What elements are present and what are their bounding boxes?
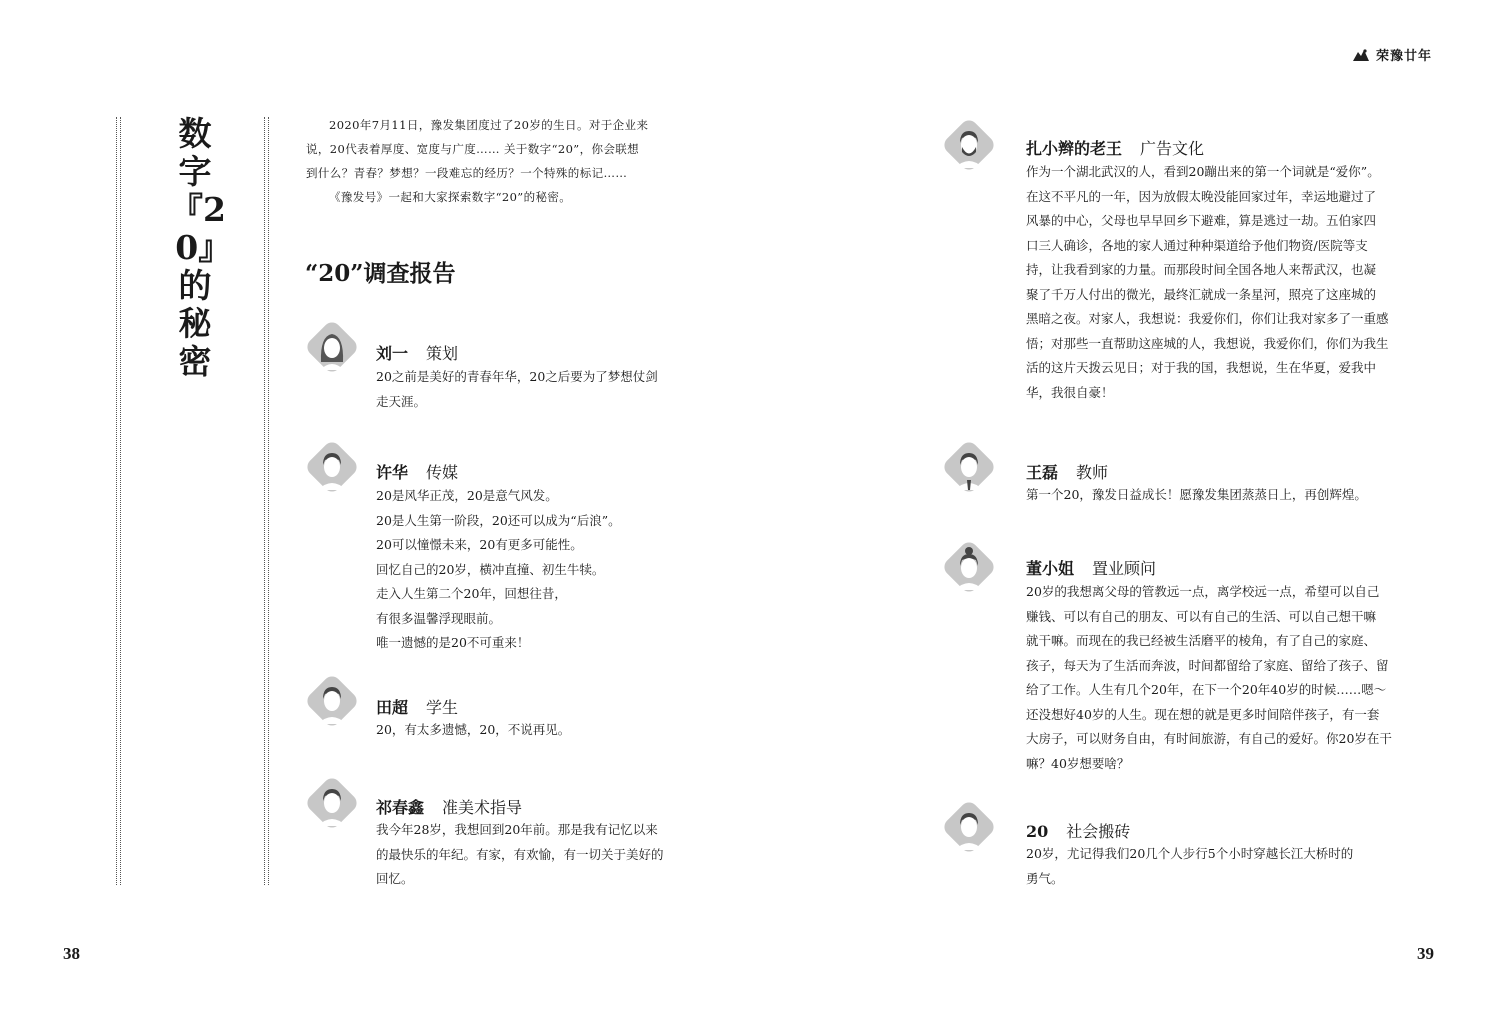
page-number-right: 39 (1417, 944, 1434, 963)
brand-title: 荣豫廿年 (1376, 49, 1433, 64)
male-avatar-icon (940, 798, 998, 856)
entry-text (376, 365, 658, 414)
entry-line: 有很多温馨浮现眼前。 (376, 610, 502, 626)
intro-line: 到什么？青春？梦想？一段难忘的经历？一个特殊的标记…… (306, 166, 628, 180)
intro-line: 说，20代表着厚度、宽度与广度…… 关于数字“20”，你会联想 (306, 142, 640, 156)
entry-line: 持，让我看到家的力量。而那段时间全国各地人来帮武汉，也凝 (1026, 262, 1377, 277)
entry-line: 唯一遗憾的是20不可重来！ (376, 635, 530, 650)
entry-text (376, 484, 621, 656)
male-avatar-icon (303, 438, 361, 496)
entry-role: 置业顾问 (1092, 559, 1157, 578)
entry-line: 20可以憧憬未来，20有更多可能性。 (376, 537, 583, 552)
entry-line: 20是人生第一阶段，20还可以成为“后浪”。 (376, 512, 621, 528)
entry-line: 大房子，可以财务自由，有时间旅游，有自己的爱好。你20岁在干 (1026, 731, 1392, 746)
left-dotted-divider (116, 117, 121, 885)
entry-role: 策划 (426, 344, 459, 363)
intro-paragraph (306, 113, 666, 137)
entry-heading (1026, 819, 1130, 842)
bearded-male-avatar-icon (940, 116, 998, 174)
entry-line: 聚了千万人付出的微光，最终汇就成一条星河，照亮了这座城的 (1026, 286, 1377, 302)
section-heading: “20”调查报告 (305, 260, 456, 287)
entry-line: 回忆。 (376, 871, 414, 886)
entry-line: 就干嘛。而现在的我已经被生活磨平的棱角，有了自己的家庭、 (1026, 633, 1377, 648)
article-title: 数字『20』的秘密 (170, 114, 226, 381)
entry-name: 董小姐 (1026, 559, 1075, 578)
entry-line: 我今年28岁，我想回到20年前。那是我有记忆以来 (376, 822, 658, 837)
entry-heading (376, 795, 522, 818)
female-long-hair-avatar-icon (303, 318, 361, 376)
entry-line: 20岁，尤记得我们20几个人步行5个小时穿越长江大桥时的 (1026, 846, 1354, 861)
entry-name: 田超 (376, 698, 409, 717)
entry-line: 走入人生第二个20年，回想往昔， (376, 586, 567, 601)
intro-text (306, 113, 666, 209)
entry-text (1026, 483, 1367, 508)
entry-line: 风暴的中心，父母也早早回乡下避难，算是逃过一劫。五伯家四 (1026, 213, 1377, 228)
entry-heading (1026, 556, 1156, 579)
entry-line: 的最快乐的年纪。有家，有欢愉，有一切关于美好的 (376, 846, 664, 862)
entry-line: 20，有太多遗憾，20，不说再见。 (376, 722, 571, 737)
entry-name: 扎小辫的老王 (1026, 139, 1123, 158)
entry-line: 黑暗之夜。对家人，我想说：我爱你们，你们让我对家多了一重感 (1026, 311, 1389, 326)
entry-heading (1026, 460, 1108, 483)
entry-line: 给了工作。人生有几个20年，在下一个20年40岁的时候……嗯～ (1026, 682, 1387, 697)
entry-line: 嘛？40岁想要啥？ (1026, 755, 1130, 771)
entry-name: 王磊 (1026, 463, 1059, 482)
entry-role: 学生 (426, 698, 459, 717)
entry-line: 口三人确诊，各地的家人通过种种渠道给予他们物资/医院等支 (1026, 237, 1368, 253)
entry-text (1026, 842, 1353, 891)
running-header (1352, 45, 1432, 64)
entry-role: 社会搬砖 (1066, 822, 1131, 841)
entry-heading (376, 695, 458, 718)
entry-heading (1026, 136, 1204, 159)
entry-text (1026, 160, 1389, 405)
male-avatar-icon (303, 672, 361, 730)
entry-line: 20是风华正茂，20是意气风发。 (376, 488, 558, 503)
entry-role: 教师 (1076, 463, 1109, 482)
male-avatar-icon (303, 774, 361, 832)
intro-line: 《豫发号》一起和大家探索数字“20”的秘密。 (329, 190, 572, 204)
entry-line: 作为一个湖北武汉的人，看到20蹦出来的第一个词就是“爱你”。 (1026, 164, 1380, 179)
intro-line: 2020年7月11日，豫发集团度过了20岁的生日。对于企业来 (329, 118, 649, 132)
entry-heading (376, 341, 458, 364)
entry-line: 回忆自己的20岁，横冲直撞、初生牛犊。 (376, 561, 605, 577)
entry-line: 悟；对那些一直帮助这座城的人，我想说，我爱你们，你们为我生 (1026, 335, 1389, 351)
entry-line: 华，我很自豪！ (1026, 384, 1114, 400)
entry-line: 20之前是美好的青春年华，20之后要为了梦想仗剑 (376, 369, 658, 384)
entry-line: 在这不平凡的一年，因为放假太晚没能回家过年，幸运地避过了 (1026, 188, 1377, 204)
entry-line: 第一个20，豫发日益成长！愿豫发集团蒸蒸日上，再创辉煌。 (1026, 487, 1367, 502)
entry-name: 刘一 (376, 344, 409, 363)
male-suit-avatar-icon (940, 438, 998, 496)
entry-line: 勇气。 (1026, 870, 1064, 886)
entry-line: 孩子，每天为了生活而奔波，时间都留给了家庭、留给了孩子、留 (1026, 657, 1389, 673)
entry-text (376, 818, 664, 892)
entry-text (376, 718, 570, 743)
female-bun-avatar-icon (940, 538, 998, 596)
right-dotted-divider (264, 117, 269, 885)
entry-role: 准美术指导 (442, 798, 523, 817)
page-number-left: 38 (63, 944, 80, 963)
entry-line: 赚钱、可以有自己的朋友、可以有自己的生活、可以自己想干嘛 (1026, 608, 1377, 624)
entry-name: 祁春鑫 (376, 798, 425, 817)
entry-line: 走天涯。 (376, 393, 427, 409)
entry-line: 活的这片天拨云见日；对于我的国，我想说，生在华夏，爱我中 (1026, 360, 1377, 375)
entry-name: 20 (1026, 822, 1049, 841)
entry-line: 20岁的我想离父母的管教远一点，离学校远一点，希望可以自己 (1026, 584, 1380, 599)
brand-logo-icon (1352, 48, 1370, 62)
entry-text (1026, 580, 1392, 776)
entry-role: 传媒 (426, 463, 459, 482)
entry-line: 还没想好40岁的人生。现在想的就是更多时间陪伴孩子，有一套 (1026, 706, 1380, 722)
intro-paragraph (306, 185, 666, 209)
entry-role: 广告文化 (1140, 139, 1205, 158)
entry-heading (376, 460, 458, 483)
entry-name: 许华 (376, 463, 409, 482)
